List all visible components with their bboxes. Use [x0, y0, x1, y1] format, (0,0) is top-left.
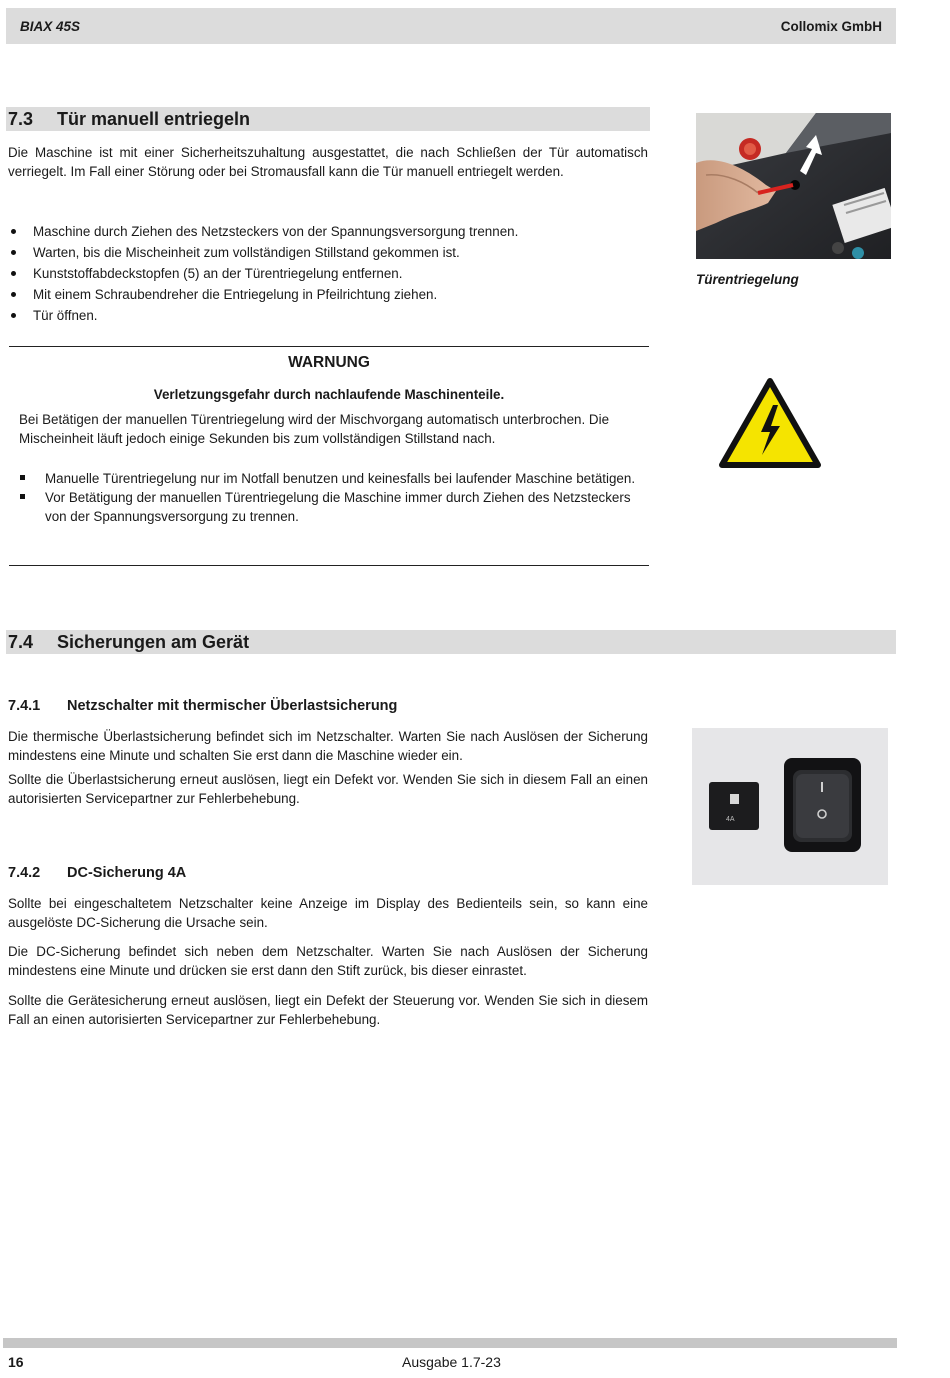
section-7-4-2-paragraph-2: Die DC-Sicherung befindet sich neben dem Netzschalter. Warten Sie nach Auslösen der Sicherung mindestens eine Minute und drücken sie erst dann den Stift zurück, bis dieser einrastet.	[8, 944, 648, 978]
door-release-steps	[8, 221, 648, 326]
door-release-illustration	[696, 113, 891, 259]
warning-text: Bei Betätigen der manuellen Türentriegelung wird der Mischvorgang automatisch unterbrochen. Die Mischeinheit läuft jedoch einige Sekunden bis zum vollständigen Stillstand nach.	[19, 412, 610, 446]
section-7-4-2-paragraph-1: Sollte bei eingeschaltetem Netzschalter keine Anzeige im Display des Bedienteils sein, so kann eine ausgelöste DC-Sicherung die Ursache sein.	[8, 896, 648, 930]
warning-title: WARNUNG	[288, 354, 370, 371]
list-item: Tür öffnen.	[8, 305, 648, 326]
list-item: Mit einem Schraubendreher die Entriegelung in Pfeilrichtung ziehen.	[8, 284, 648, 305]
section-7-4-1-paragraph-2: Sollte die Überlastsicherung erneut auslösen, liegt ein Defekt vor. Wenden Sie sich in diesem Fall an einen autorisierten Servicepartner zur Fehlerbehebung.	[8, 772, 648, 806]
section-7-3-intro: Die Maschine ist mit einer Sicherheitszuhaltung ausgestattet, die nach Schließen der Tür automatisch verriegelt. Im Fall einer Störung oder bei Stromausfall kann die Tür manuell entriegelt werden.	[8, 145, 648, 179]
section-7-4-2-heading	[8, 864, 186, 883]
high-voltage-warning-icon	[718, 377, 822, 471]
section-7-4-1-paragraph-1: Die thermische Überlastsicherung befindet sich im Netzschalter. Warten Sie nach Auslösen der Sicherung mindestens eine Minute und schalten Sie erst dann die Maschine wieder ein.	[8, 729, 648, 763]
section-title: DC-Sicherung 4A	[67, 865, 187, 881]
edition-label: Ausgabe 1.7-23	[402, 1354, 501, 1370]
section-7-4-2-paragraph-3: Sollte die Gerätesicherung erneut auslösen, liegt ein Defekt der Steuerung vor. Wenden Sie sich in diesem Fall an einen autorisierten Servicepartner zur Fehlerbehebung.	[8, 993, 648, 1027]
door-release-caption: Türentriegelung	[696, 272, 799, 287]
section-7-4-1-heading	[8, 697, 397, 716]
section-number: 7.4.2	[8, 865, 41, 881]
section-title: Netzschalter mit thermischer Überlastsicherung	[67, 698, 398, 714]
section-7-3-heading	[8, 107, 250, 131]
warning-instructions	[19, 469, 639, 526]
list-item: Kunststoffabdeckstopfen (5) an der Türentriegelung entfernen.	[8, 263, 648, 284]
page-header-bar	[6, 8, 896, 44]
section-7-4-heading	[8, 630, 249, 654]
section-title: Sicherungen am Gerät	[57, 632, 250, 652]
list-item: Warten, bis die Mischeinheit zum vollständigen Stillstand gekommen ist.	[8, 242, 648, 263]
page-footer-bar	[3, 1338, 897, 1348]
section-number: 7.3	[8, 109, 34, 129]
header-product-name: BIAX 45S	[20, 19, 81, 34]
section-title: Tür manuell entriegeln	[57, 109, 251, 129]
section-number: 7.4	[8, 632, 34, 652]
warning-subtitle: Verletzungsgefahr durch nachlaufende Maschinenteile.	[153, 387, 505, 402]
warning-bottom-rule	[9, 565, 649, 566]
header-company-name: Collomix GmbH	[780, 19, 882, 34]
list-item: Vor Betätigung der manuellen Türentriegelung die Maschine immer durch Ziehen des Netzsteckers von der Spannungsversorgung zu trennen.	[19, 488, 639, 526]
page-number: 16	[8, 1354, 24, 1370]
list-item: Maschine durch Ziehen des Netzsteckers von der Spannungsversorgung trennen.	[8, 221, 648, 242]
warning-top-rule	[9, 346, 649, 347]
fuse-label: 4A	[726, 816, 735, 823]
list-item: Manuelle Türentriegelung nur im Notfall benutzen und keinesfalls bei laufender Maschine betätigen.	[19, 469, 639, 488]
door-release-photo	[696, 113, 891, 259]
section-number: 7.4.1	[8, 698, 41, 714]
power-switch-photo	[692, 728, 888, 885]
